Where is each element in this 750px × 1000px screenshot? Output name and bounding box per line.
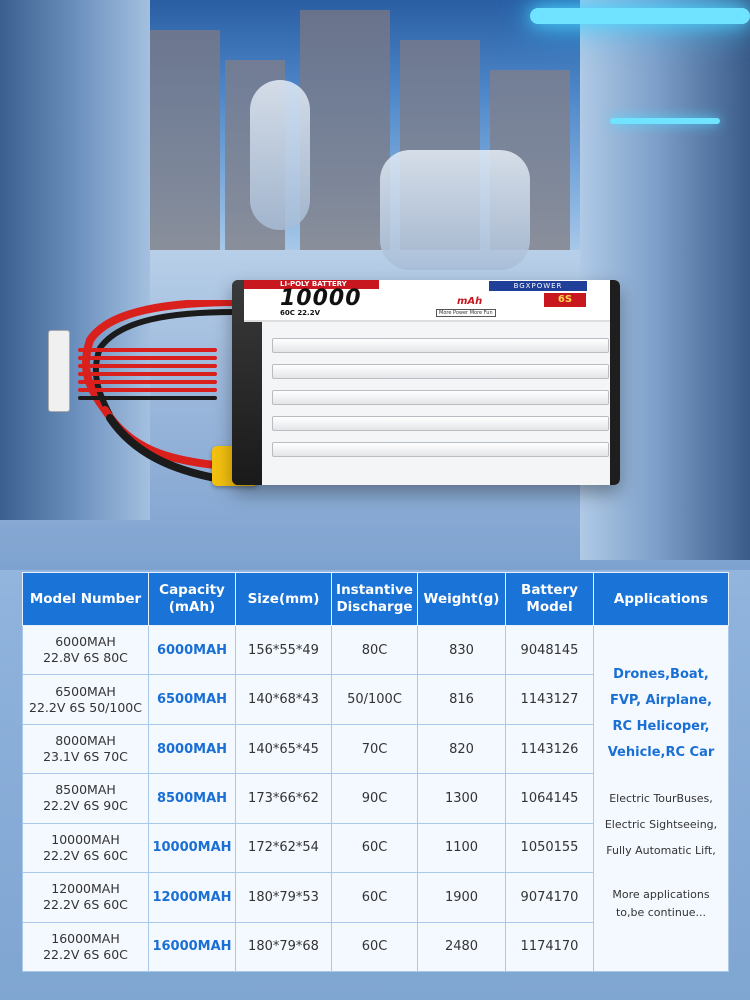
application-item: RC Helicoper,: [612, 719, 710, 734]
model-line: 22.2V 6S 60C: [43, 847, 128, 863]
battery-spec: 60C 22.2V: [280, 309, 321, 317]
capacity-cell: 8000MAH: [149, 724, 236, 773]
model-line: 22.8V 6S 80C: [43, 650, 128, 666]
battery-model-cell: 1064145: [506, 774, 594, 823]
table-header-row: [23, 573, 729, 626]
battery-stripe: [272, 364, 609, 379]
neon-light: [610, 118, 720, 124]
model-line: 6000MAH: [55, 634, 116, 650]
column-header: Instantive Discharge: [332, 573, 418, 626]
battery-slogan: More Power More Fun: [436, 309, 496, 317]
discharge-cell: 90C: [332, 774, 418, 823]
brand-logo: BGXPOWER: [489, 281, 587, 291]
application-item: Fully Automatic Lift,: [606, 844, 716, 857]
application-item: Drones,Boat,: [613, 667, 709, 682]
applications-cell: [594, 626, 729, 972]
battery-stripe: [272, 338, 609, 353]
battery-type-label: LI-POLY BATTERY: [244, 280, 379, 289]
discharge-cell: 50/100C: [332, 675, 418, 724]
column-header: Applications: [594, 573, 729, 626]
battery-pack: [232, 280, 620, 485]
neon-light: [530, 8, 750, 24]
application-item: Electric Sightseeing,: [604, 818, 718, 831]
model-line: 16000MAH: [51, 930, 120, 946]
size-cell: 140*65*45: [236, 724, 332, 773]
weight-cell: 820: [418, 724, 506, 773]
model-number-cell: [23, 922, 149, 971]
weight-cell: 1100: [418, 823, 506, 872]
application-item: FVP, Airplane,: [609, 693, 713, 708]
application-item: Vehicle,RC Car: [607, 745, 715, 760]
model-line: 22.2V 6S 90C: [43, 798, 128, 814]
column-header: Battery Model: [506, 573, 594, 626]
battery-label: [244, 280, 610, 322]
battery-stripe: [272, 390, 609, 405]
battery-model-cell: 1050155: [506, 823, 594, 872]
size-cell: 140*68*43: [236, 675, 332, 724]
battery-cells: 6S: [544, 293, 586, 307]
weight-cell: 1900: [418, 873, 506, 922]
model-number-cell: [23, 724, 149, 773]
application-item: to,be continue...: [615, 906, 707, 919]
capacity-cell: 16000MAH: [149, 922, 236, 971]
balance-connector: [48, 330, 70, 412]
discharge-cell: 60C: [332, 922, 418, 971]
model-line: 22.2V 6S 60C: [43, 897, 128, 913]
battery-model-cell: 1174170: [506, 922, 594, 971]
capacity-cell: 10000MAH: [149, 823, 236, 872]
table-row: [23, 626, 729, 675]
background-building: [300, 10, 390, 260]
model-line: 6500MAH: [55, 683, 116, 699]
column-header: Capacity (mAh): [149, 573, 236, 626]
weight-cell: 816: [418, 675, 506, 724]
capacity-cell: 6500MAH: [149, 675, 236, 724]
model-number-cell: [23, 873, 149, 922]
model-number-cell: [23, 774, 149, 823]
battery-capacity: 10000: [280, 286, 362, 311]
battery-stripe: [272, 442, 609, 457]
discharge-cell: 70C: [332, 724, 418, 773]
battery-model-cell: 9074170: [506, 873, 594, 922]
size-cell: 180*79*68: [236, 922, 332, 971]
battery-stripe: [272, 416, 609, 431]
spec-table: [22, 572, 729, 972]
size-cell: 173*66*62: [236, 774, 332, 823]
battery-model-cell: 9048145: [506, 626, 594, 675]
battery-model-cell: 1143127: [506, 675, 594, 724]
capacity-cell: 6000MAH: [149, 626, 236, 675]
model-line: 23.1V 6S 70C: [43, 749, 128, 765]
background-building: [150, 30, 220, 260]
model-line: 8500MAH: [55, 782, 116, 798]
weight-cell: 1300: [418, 774, 506, 823]
model-line: 22.2V 6S 60C: [43, 946, 128, 962]
capacity-cell: 12000MAH: [149, 873, 236, 922]
application-item: More applications: [612, 888, 710, 901]
weight-cell: 830: [418, 626, 506, 675]
chair: [380, 150, 530, 270]
model-number-cell: [23, 626, 149, 675]
chair: [250, 80, 310, 230]
applications-primary: [594, 662, 728, 766]
size-cell: 172*62*54: [236, 823, 332, 872]
column-header: Weight(g): [418, 573, 506, 626]
model-number-cell: [23, 675, 149, 724]
model-number-cell: [23, 823, 149, 872]
weight-cell: 2480: [418, 922, 506, 971]
model-line: 8000MAH: [55, 733, 116, 749]
model-line: 12000MAH: [51, 881, 120, 897]
battery-endcap: [610, 280, 620, 485]
discharge-cell: 80C: [332, 626, 418, 675]
application-item: Electric TourBuses,: [609, 792, 713, 805]
applications-more: [594, 886, 728, 922]
discharge-cell: 60C: [332, 873, 418, 922]
battery-unit: mAh: [457, 296, 483, 307]
column-header: Model Number: [23, 573, 149, 626]
size-cell: 156*55*49: [236, 626, 332, 675]
battery-model-cell: 1143126: [506, 724, 594, 773]
applications-secondary: [594, 786, 728, 864]
model-line: 22.2V 6S 50/100C: [29, 699, 142, 715]
discharge-cell: 60C: [332, 823, 418, 872]
column-header: Size(mm): [236, 573, 332, 626]
size-cell: 180*79*53: [236, 873, 332, 922]
capacity-cell: 8500MAH: [149, 774, 236, 823]
model-line: 10000MAH: [51, 831, 120, 847]
